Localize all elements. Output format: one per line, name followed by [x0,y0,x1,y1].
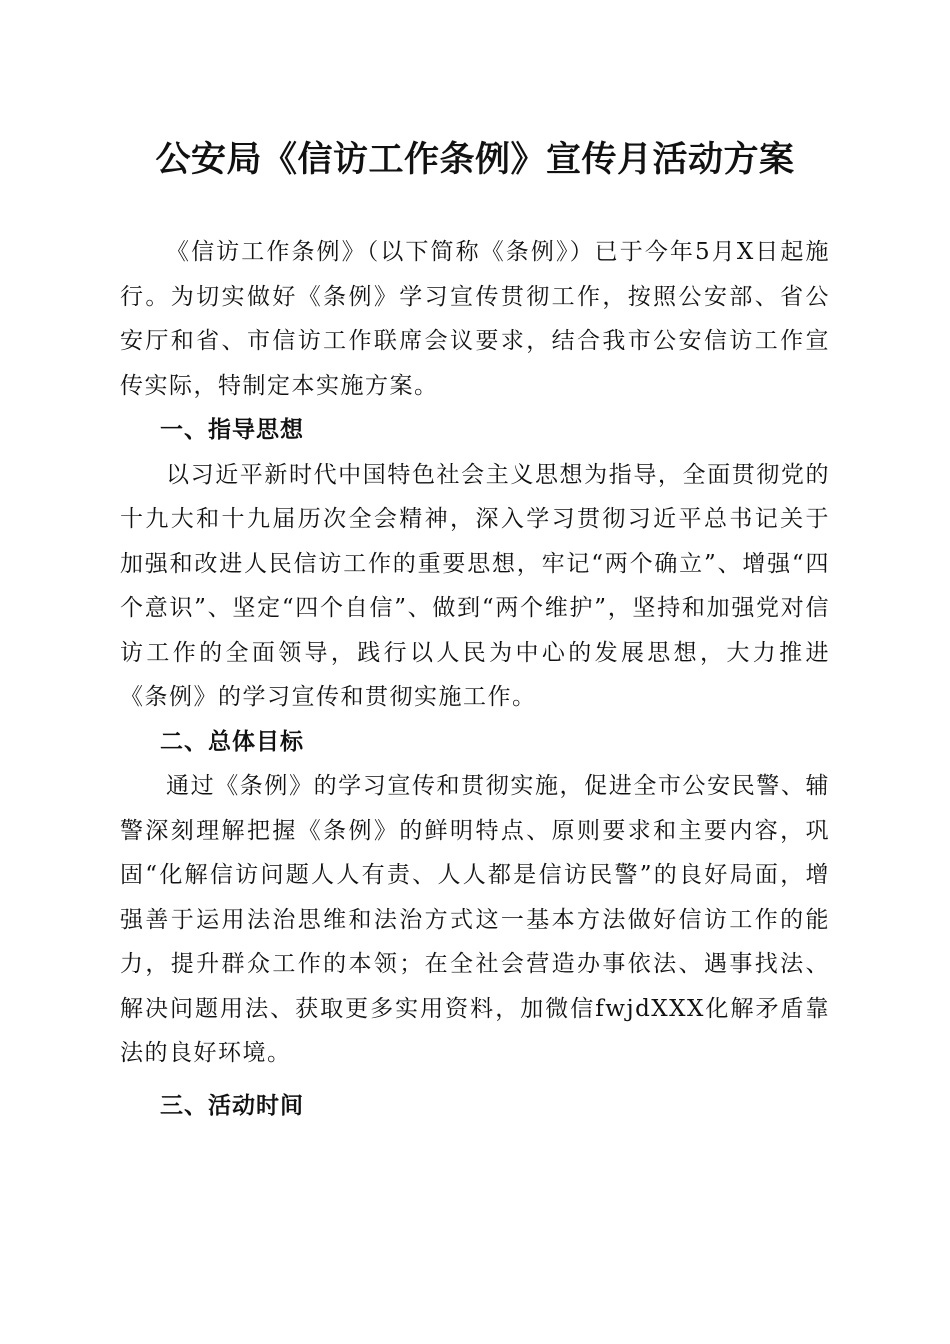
document-title: 公安局《信访工作条例》宣传月活动方案 [155,139,795,180]
section-text-overall-goal: 通过《条例》的学习宣传和贯彻实施，促进全市公安民警、辅警深刻理解把握《条例》的鲜明特点、原则要求和主要内容，巩固“化解信访问题人人有责、人人都是信访民警”的良好局面，增强善于运用法治思维和法治方式这一基本方法做好信访工作的能力，提升群众工作的本领；在全社会营造办事依法、遇事找法、解决问题用法、获取更多实用资料，加微信fwjdXXX化解矛盾靠法的良好环境。 [120,773,830,1066]
section-heading-activity-time: 三、活动时间 [160,1092,304,1119]
section-heading-guiding-ideology: 一、指导思想 [160,417,304,443]
intro-paragraph: 《信访工作条例》（以下简称《条例》）已于今年5月X日起施行。为切实做好《条例》学习宣传贯彻工作，按照公安部、省公安厅和省、市信访工作联席会议要求，结合我市公安信访工作宣传实际，特制定本实施方案。 [120,239,830,399]
section-text-guiding-ideology: 以习近平新时代中国特色社会主义思想为指导，全面贯彻党的十九大和十九届历次全会精神，深入学习贯彻习近平总书记关于加强和改进人民信访工作的重要思想，牢记“两个确立”、增强“四个意识”、坚定“四个自信”、做到“两个维护”，坚持和加强党对信访工作的全面领导，践行以人民为中心的发展思想，大力推进《条例》的学习宣传和贯彻实施工作。 [120,461,830,710]
document-body [120,230,830,1128]
section-heading-overall-goal: 二、总体目标 [160,728,304,755]
